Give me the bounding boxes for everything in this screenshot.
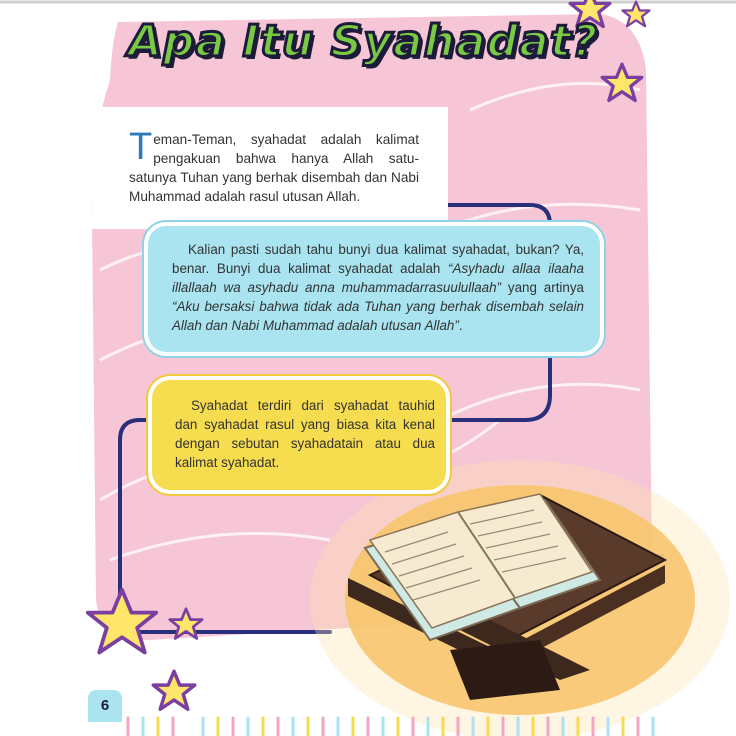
blue-text-start: Kalian pasti sudah tahu bunyi dua kalimat syahadat, bukan? Ya, benar. Bunyi dua kalimat syahadat adalah [172,242,584,276]
intro-text: eman-Teman, syahadat adalah kalimat pengakuan bahwa hanya Allah satu-satunya Tuhan yang berhak disembah dan Nabi Muhammad adalah rasul utusan Allah. [129,132,419,204]
blue-text-middle: yang artinya [501,280,584,295]
blue-text-end: . [458,318,463,333]
intro-paragraph [129,126,419,206]
blue-info-text [172,240,584,335]
syahadat-meaning-text: “Aku bersaksi bahwa tidak ada Tuhan yang berhak disembah selain Allah dan Nabi Muhammad adalah utusan Allah” [172,299,584,333]
syahadat-arabic-text: “Asyhadu allaa ilaaha illallaah wa asyhadu anna muhammadarrasuulullaah” [172,261,584,295]
yellow-info-text [175,396,435,472]
yellow-text: Syahadat terdiri dari syahadat tauhid dan syahadat rasul yang biasa kita kenal dengan sebutan syahadatain atau dua kalimat syahadat. [175,398,435,470]
page-title: Apa Itu Syahadat? [128,16,599,67]
star-icon [623,2,650,27]
page-number: 6 [88,690,122,722]
drop-cap: T [129,126,153,168]
star-icon [153,671,194,709]
